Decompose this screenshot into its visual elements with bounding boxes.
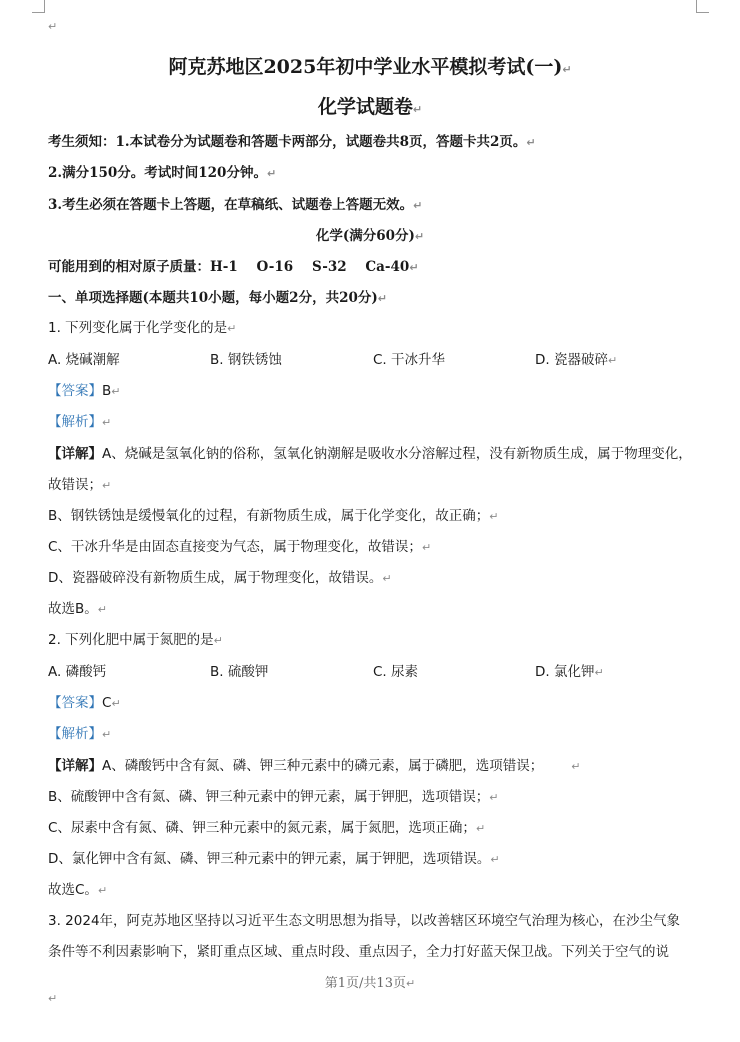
answer-tag: 【答案】 [48, 695, 102, 711]
q2-detail-line-3 [48, 818, 485, 839]
q3-stem-text-1: 3. 2024年，阿克苏地区坚持以习近平生态文明思想为指导，以改善辖区环境空气治理为核心，在沙尘气象 [48, 913, 681, 929]
paragraph-mark: ↵ [97, 884, 108, 897]
page-number: 第1页/共13页 [324, 976, 406, 991]
q1-option-b: B. 钢铁锈蚀 [210, 352, 282, 368]
paragraph-mark: ↵ [48, 992, 58, 1005]
q2-option-c: C. 尿素 [373, 664, 419, 680]
q1-detail-line-2 [48, 475, 111, 496]
analysis-tag: 【解析】 [48, 726, 102, 742]
q1-detail-line-3 [48, 506, 498, 527]
q2-conclusion-text: 故选C。 [48, 882, 98, 898]
q1-detail-line-4 [48, 537, 431, 558]
subject-heading-text: 化学(满分60分) [315, 228, 415, 244]
q2-answer-value: C [102, 695, 112, 711]
atomic-mass-line [48, 257, 419, 278]
paragraph-mark: ↵ [111, 697, 121, 710]
part-title-text: 一、单项选择题(本题共10小题，每小题2分，共20分) [48, 290, 378, 306]
paragraph-mark: ↵ [377, 292, 387, 305]
note-1-text: 考生须知：1.本试卷分为试题卷和答题卡两部分，试题卷共8页，答题卡共2页。 [48, 134, 527, 150]
paragraph-mark: ↵ [489, 510, 499, 523]
q2-stem [48, 630, 223, 651]
q3-stem-text-2: 条件等不利因素影响下，紧盯重点区域、重点时段、重点因子，全力打好蓝天保卫战。下列关于空气的说 [48, 944, 669, 960]
q1-answer [48, 381, 120, 402]
paragraph-mark: ↵ [421, 541, 432, 554]
q3-stem-line-1 [48, 911, 680, 931]
paragraph-mark: ↵ [413, 199, 423, 212]
detail-tag: 【详解】 [48, 758, 102, 774]
exam-title [0, 52, 740, 79]
crop-mark-top-left [32, 0, 45, 13]
q1-conclusion [48, 599, 107, 620]
paragraph-mark: ↵ [102, 479, 112, 492]
page-footer [0, 972, 740, 991]
q2-detail-line-2 [48, 787, 498, 808]
q1-stem [48, 318, 236, 339]
q2-conclusion [48, 880, 107, 901]
q1-detail-text-2: 故错误； [48, 477, 102, 493]
q1-option-a: A. 烧碱潮解 [48, 352, 120, 368]
q1-stem-text: 1. 下列变化属于化学变化的是 [48, 320, 228, 336]
paragraph-mark: ↵ [48, 20, 58, 33]
q2-option-d [535, 662, 604, 683]
part-title [48, 288, 387, 309]
paragraph-mark: ↵ [412, 103, 423, 116]
paragraph-mark: ↵ [102, 728, 112, 741]
paragraph-mark: ↵ [405, 977, 416, 990]
q2-option-b: B. 硫酸钾 [210, 664, 269, 680]
q2-detail-text-1: A、磷酸钙中含有氮、磷、钾三种元素中的磷元素，属于磷肥，选项错误； [102, 758, 544, 774]
paragraph-mark: ↵ [490, 853, 500, 866]
atomic-mass-text: 可能用到的相对原子质量：H-1 O-16 S-32 Ca-40 [48, 259, 410, 275]
q3-stem-line-2 [48, 942, 669, 962]
paragraph-mark: ↵ [111, 385, 121, 398]
paragraph-mark: ↵ [489, 791, 499, 804]
paragraph-mark: ↵ [266, 167, 277, 180]
q1-detail-text-5: D、瓷器破碎没有新物质生成，属于物理变化，故错误。 [48, 570, 383, 586]
q2-detail-text-3: C、尿素中含有氮、磷、钾三种元素中的氮元素，属于氮肥，选项正确； [48, 820, 476, 836]
q1-detail-line-1 [48, 444, 692, 464]
paragraph-mark: ↵ [213, 634, 223, 647]
q1-option-c: C. 干冰升华 [373, 352, 446, 368]
note-2 [48, 163, 276, 184]
q2-answer [48, 693, 121, 714]
q1-detail-text-4: C、干冰升华是由固态直接变为气态，属于物理变化，故错误； [48, 539, 422, 555]
q1-detail-text-1: A、烧碱是氢氧化钠的俗称，氢氧化钠潮解是吸收水分溶解过程，没有新物质生成，属于物理变化， [102, 446, 692, 462]
paragraph-mark: ↵ [97, 603, 107, 616]
analysis-tag: 【解析】 [48, 414, 102, 430]
note-1 [48, 132, 536, 153]
q2-analysis [48, 724, 111, 745]
answer-tag: 【答案】 [48, 383, 102, 399]
q2-detail-line-1 [48, 756, 580, 777]
q1-analysis [48, 412, 111, 433]
q2-option-d-text: D. 氯化钾 [535, 664, 595, 680]
q2-option-a: A. 磷酸钙 [48, 664, 107, 680]
paragraph-mark: ↵ [607, 354, 618, 367]
q1-option-d [535, 350, 617, 371]
q1-detail-line-5 [48, 568, 392, 589]
q2-stem-text: 2. 下列化肥中属于氮肥的是 [48, 632, 214, 648]
q1-conclusion-text: 故选B。 [48, 601, 98, 617]
note-3 [48, 195, 422, 216]
paragraph-mark: ↵ [102, 416, 112, 429]
paragraph-mark: ↵ [382, 572, 392, 585]
paragraph-mark: ↵ [227, 322, 237, 335]
paragraph-mark: ↵ [475, 822, 486, 835]
paragraph-mark: ↵ [414, 230, 425, 243]
q1-detail-text-3: B、钢铁锈蚀是缓慢氧化的过程，有新物质生成，属于化学变化，故正确； [48, 508, 490, 524]
q1-answer-value: B [102, 383, 112, 399]
paragraph-mark: ↵ [409, 261, 419, 274]
note-3-text: 3.考生必须在答题卡上答题，在草稿纸、试题卷上答题无效。 [48, 197, 414, 213]
paragraph-mark: ↵ [571, 760, 581, 773]
crop-mark-top-right [696, 0, 709, 13]
q2-detail-text-2: B、硫酸钾中含有氮、磷、钾三种元素中的钾元素，属于钾肥，选项错误； [48, 789, 490, 805]
paragraph-mark: ↵ [526, 136, 536, 149]
subject-heading [0, 226, 740, 247]
q1-option-d-text: D. 瓷器破碎 [535, 352, 608, 368]
exam-subtitle-text: 化学试题卷 [317, 96, 413, 118]
paragraph-mark: ↵ [594, 666, 604, 679]
q2-detail-line-4 [48, 849, 500, 870]
note-2-text: 2.满分150分。考试时间120分钟。 [48, 165, 267, 181]
exam-subtitle [0, 92, 740, 119]
q2-detail-text-4: D、氯化钾中含有氮、磷、钾三种元素中的钾元素，属于钾肥，选项错误。 [48, 851, 491, 867]
paragraph-mark: ↵ [562, 63, 572, 76]
exam-title-text: 阿克苏地区2025年初中学业水平模拟考试(一) [168, 56, 563, 78]
detail-tag: 【详解】 [48, 446, 102, 462]
